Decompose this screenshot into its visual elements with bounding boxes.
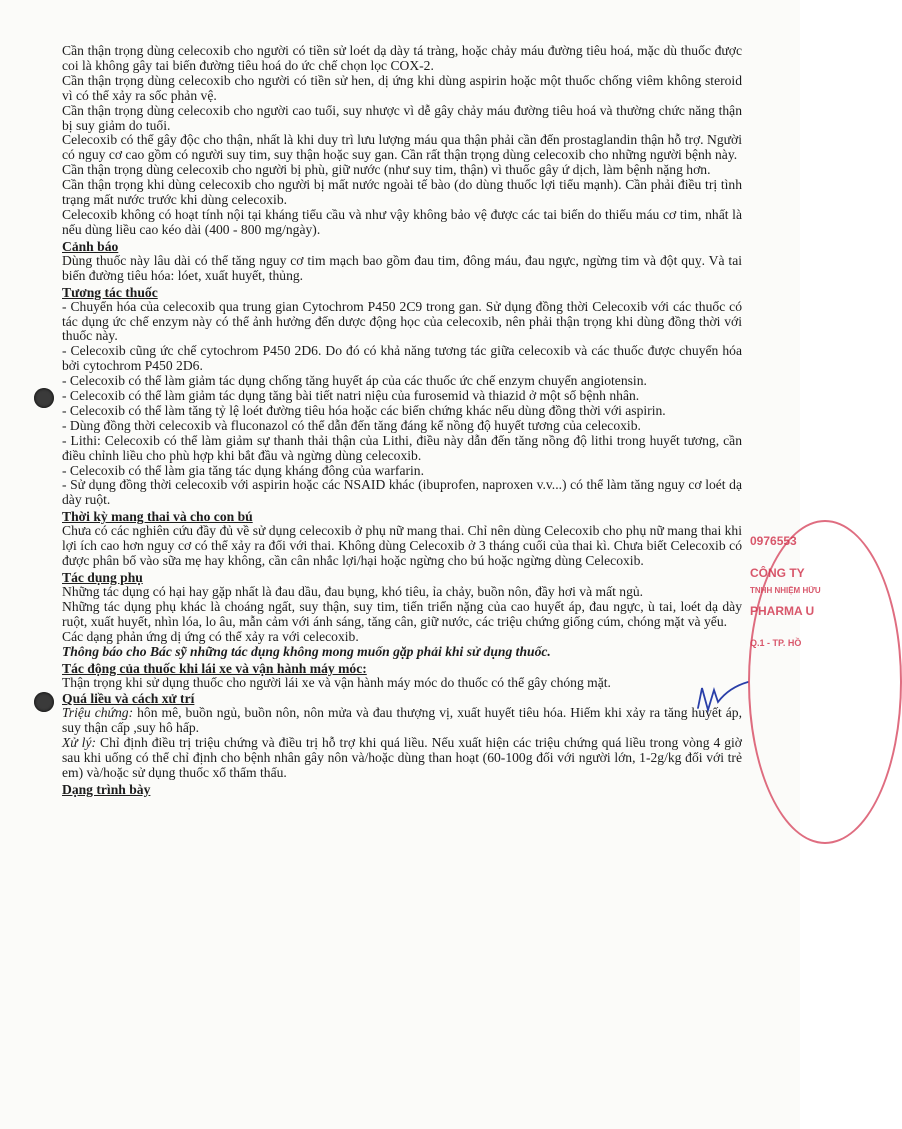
- section-heading-lai-xe: Tác động của thuốc khi lái xe và vận hành máy móc:: [62, 660, 367, 676]
- list-item: - Celecoxib có thể làm tăng tỷ lệ loét đường tiêu hóa hoặc các biến chứng khác nếu dùng đồng thời với aspirin.: [62, 402, 666, 418]
- label-xu-ly: Xử lý:: [62, 735, 97, 751]
- notice-text: Thông báo cho Bác sỹ những tác dụng không mong muốn gặp phải khi sử dụng thuốc.: [62, 643, 551, 659]
- paragraph: [62, 736, 742, 781]
- paragraph: Dùng thuốc này lâu dài có thể tăng nguy cơ tim mạch bao gồm đau tim, đông máu, đau ngực, ngừng tim và đột quỵ. Và tai biến đường tiêu hóa: lóet, xuất huyết, thủng.: [62, 252, 742, 283]
- stamp-text: TNHH NHIỆM HỮU: [750, 586, 821, 595]
- paragraph: Chưa có các nghiên cứu đầy đủ về sử dụng celecoxib ở phụ nữ mang thai. Chỉ nên dùng Celecoxib cho phụ nữ mang thai khi lợi ích cao hơn nguy cơ có thể xảy ra đối với thai. Không dùng Celecoxib ở 3 tháng cuối của thai kì. Chưa biết Celecoxib có được phân bố vào sữa mẹ hay không, cần cân nhắc lợi/hại hoặc ngừng cho bú hoặc ngừng dùng Celecoxib.: [62, 523, 742, 569]
- stamp-text: 0976553: [750, 534, 797, 548]
- list-item: - Celecoxib có thể làm giảm tác dụng tăng bài tiết natri niệu của furosemid và thiazid ở một số bệnh nhân.: [62, 388, 640, 404]
- section-heading-thai-ky: Thời kỳ mang thai và cho con bú: [62, 509, 253, 525]
- stamp-text: Q.1 - TP. HỒ: [750, 638, 802, 648]
- section-heading-tuong-tac: Tương tác thuốc: [62, 284, 158, 300]
- stamp-text: CÔNG TY: [750, 566, 805, 580]
- paragraph: [62, 706, 742, 736]
- section-heading-dang-trinh-bay: Dạng trình bày: [62, 781, 151, 797]
- list-item: - Lithi: Celecoxib có thể làm giảm sự thanh thải thận của Lithi, điều này dẫn đến tăng nồng độ lithi trong huyết tương, cần điều chỉnh liều cho phù hợp khi bắt đầu và ngừng dùng celecoxib.: [62, 432, 742, 463]
- document-body: [62, 44, 742, 797]
- punch-hole: [34, 388, 54, 408]
- company-stamp: [740, 520, 821, 840]
- paragraph: Cần thận trọng dùng celecoxib cho người cao tuổi, suy nhược vì dễ gây chảy máu đường tiêu hoá và thường chức năng thận bị suy giảm do tuổi.: [62, 102, 742, 133]
- paragraph: Celecoxib không có hoạt tính nội tại kháng tiểu cầu và như vậy không bảo vệ được các tai biến do thiếu máu cơ tim, nhất là nếu dùng liều cao kéo dài (400 - 800 mg/ngày).: [62, 206, 742, 237]
- text-trieu-chung: hôn mê, buồn ngủ, buồn nôn, nôn mửa và đau thượng vị, xuất huyết tiêu hóa. Hiếm khi xảy ra tăng huyết áp, suy thận cấp ,suy hô hấp.: [62, 705, 742, 736]
- paragraph: Những tác dụng có hại hay gặp nhất là đau dầu, đau bụng, khó tiêu, ỉa chảy, buồn nôn, đầy hơi và mất ngủ.: [62, 584, 644, 599]
- paragraph: Thận trọng khi sử dụng thuốc cho người lái xe và vận hành máy móc do thuốc có thể gây chóng mặt.: [62, 674, 611, 690]
- list-item: - Sử dụng đồng thời celecoxib với aspirin hoặc các NSAID khác (ibuprofen, naproxen v.v...) có thể làm tăng nguy cơ loét dạ dày ruột.: [62, 477, 742, 508]
- text-xu-ly: Chỉ định điều trị triệu chứng và điều trị hỗ trợ khi quá liều. Nếu xuất hiện các triệu chứng quá liều trong vòng 4 giờ sau khi uống có thể chỉ định cho bệnh nhân gây nôn và/hoặc dùng than hoạt (60-100g đối với người lớn, 1-2g/kg đối với trẻ em) và/hoặc sử dụng thuốc xổ thẩm thấu.: [62, 735, 742, 781]
- paragraph: Các dạng phản ứng dị ứng có thể xảy ra với celecoxib.: [62, 628, 359, 644]
- punch-hole: [34, 692, 54, 712]
- list-item: - Celecoxib có thể làm gia tăng tác dụng kháng đông của warfarin.: [62, 462, 424, 478]
- section-heading-qua-lieu: Quá liều và cách xử trí: [62, 691, 195, 707]
- stamp-text: PHARMA U: [750, 604, 815, 618]
- section-heading-tac-dung-phu: Tác dụng phụ: [62, 570, 143, 585]
- list-item: - Celecoxib có thể làm giảm tác dụng chống tăng huyết áp của các thuốc ức chế enzym chuyển angiotensin.: [62, 373, 647, 389]
- paragraph: Cần thận trọng dùng celecoxib cho người có tiền sử loét dạ dày tá tràng, hoặc chảy máu đường tiêu hoá, mặc dù thuốc được coi là không gây tai biến đường tiêu hoá do ức chế chọn lọc COX-2.: [62, 43, 742, 73]
- paragraph: Cần thận trọng khi dùng celecoxib cho người bị mất nước ngoài tế bào (do dùng thuốc lợi tiểu mạnh). Cần phải điều trị tình trạng mất nước trước khi dùng celecoxib.: [62, 177, 742, 208]
- paragraph: Những tác dụng phụ khác là choáng ngất, suy thận, suy tim, tiến triển nặng của cao huyết áp, đau ngực, ù tai, loét dạ dày ruột, xuất huyết, nhìn lóa, lo âu, mẫn cảm với ánh sáng, tăng cân, giữ nước, các triệu chứng giống cúm, chóng mặt và yếu.: [62, 598, 742, 629]
- label-trieu-chung: Triệu chứng:: [62, 705, 134, 721]
- paragraph: Celecoxib có thể gây độc cho thận, nhất là khi duy trì lưu lượng máu qua thận phải cần đến prostaglandin thận hỗ trợ. Người có nguy cơ cao gồm có người suy tim, suy thận hoặc suy gan. Cần rất thận trọng dùng celecoxib cho những người bệnh này.: [62, 132, 742, 163]
- paragraph: Cần thận trọng dùng celecoxib cho người bị phù, giữ nước (như suy tim, thận) vì thuốc gây ứ dịch, làm bệnh nặng hơn.: [62, 162, 711, 178]
- list-item: - Dùng đồng thời celecoxib và fluconazol có thể dẫn đến tăng đáng kể nồng độ huyết tương của celecoxib.: [62, 417, 641, 433]
- section-heading-canh-bao: Cảnh báo: [62, 238, 119, 254]
- list-item: - Celecoxib cũng ức chế cytochrom P450 2D6. Do đó có khả năng tương tác giữa celecoxib và các thuốc được chuyển hóa bởi cytochrom P450 2D6.: [62, 343, 742, 374]
- list-item: - Chuyển hóa của celecoxib qua trung gian Cytochrom P450 2C9 trong gan. Sử dụng đồng thời Celecoxib với các thuốc có tác dụng ức chế enzym này có thể ảnh hưởng đến dược động học của celecoxib, nên phải thận trọng khi dùng đồng thời với thuốc này.: [62, 298, 742, 344]
- paragraph: Cần thận trọng dùng celecoxib cho người có tiền sử hen, dị ứng khi dùng aspirin hoặc một thuốc chống viêm không steroid vì có thể xảy ra sốc phản vệ.: [62, 72, 742, 103]
